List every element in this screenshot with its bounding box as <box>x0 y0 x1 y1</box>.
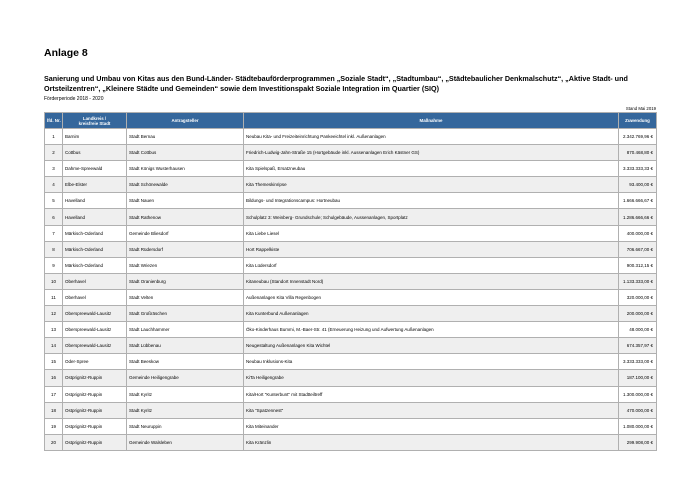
cell-massnahme: Kita Kränzlin <box>244 434 619 450</box>
cell-landkreis: Havelland <box>63 209 127 225</box>
cell-antragsteller: Stadt Velten <box>127 289 244 305</box>
column-header-nr: lfd. Nr. <box>45 113 63 129</box>
cell-zuwendung: 299.908,00 € <box>619 434 657 450</box>
table-row <box>45 225 657 241</box>
cell-antragsteller: Stadt Königs Wusterhausen <box>127 161 244 177</box>
table-row <box>45 338 657 354</box>
cell-landkreis: Märkisch-Oderland <box>63 257 127 273</box>
column-header-antragsteller: Antragsteller <box>127 113 244 129</box>
cell-antragsteller: Gemeinde Bliesdorf <box>127 225 244 241</box>
cell-landkreis: Ostprignitz-Ruppin <box>63 370 127 386</box>
cell-massnahme: KiTa Heiligengrabe <box>244 370 619 386</box>
cell-landkreis: Ostprignitz-Ruppin <box>63 386 127 402</box>
cell-antragsteller: Stadt Wriezen <box>127 257 244 273</box>
cell-landkreis: Cottbus <box>63 145 127 161</box>
cell-antragsteller: Stadt Lauchhammer <box>127 322 244 338</box>
cell-antragsteller: Stadt Bernau <box>127 129 244 145</box>
cell-massnahme: Kita Lüdersdorf <box>244 257 619 273</box>
column-header-landkreis-line2: kreisfreie Stadt <box>78 120 111 126</box>
cell-massnahme: Öko-Kinderhaus Bummi, M.-Baer-Str. 41 (Erneuerung Heizung und Aufwertung Außenanlagen <box>244 322 619 338</box>
cell-nr: 20 <box>45 434 63 450</box>
cell-massnahme: Außenanlagen Kita Villa Regenbogen <box>244 289 619 305</box>
cell-zuwendung: 187.100,00 € <box>619 370 657 386</box>
cell-nr: 17 <box>45 386 63 402</box>
cell-antragsteller: Stadt Nauen <box>127 193 244 209</box>
cell-zuwendung: 48.000,00 € <box>619 322 657 338</box>
cell-massnahme: Kita "Spatzennest" <box>244 402 619 418</box>
cell-massnahme: Neubau Inklusions-Kita <box>244 354 619 370</box>
cell-massnahme: Kita Liebe Liesel <box>244 225 619 241</box>
table-row <box>45 273 657 289</box>
status-date: Stand Mai 2019 <box>625 106 656 111</box>
table-row <box>45 434 657 450</box>
cell-landkreis: Oberspreewald-Lausitz <box>63 306 127 322</box>
cell-zuwendung: 1.666.666,67 € <box>619 193 657 209</box>
table-row <box>45 145 657 161</box>
cell-zuwendung: 1.300.000,00 € <box>619 386 657 402</box>
table-row <box>45 241 657 257</box>
cell-nr: 6 <box>45 209 63 225</box>
cell-nr: 5 <box>45 193 63 209</box>
cell-nr: 18 <box>45 402 63 418</box>
cell-nr: 11 <box>45 289 63 305</box>
cell-landkreis: Oberhavel <box>63 273 127 289</box>
cell-massnahme: Friedrich-Ludwig-Jahn-Straße 15 (Hortgebäude inkl. Aussenanlagen Erich Kästner GS) <box>244 145 619 161</box>
cell-antragsteller: Stadt Oranienburg <box>127 273 244 289</box>
table-row <box>45 193 657 209</box>
cell-zuwendung: 1.286.666,66 € <box>619 209 657 225</box>
cell-antragsteller: Stadt Rüdersdorf <box>127 241 244 257</box>
cell-nr: 16 <box>45 370 63 386</box>
cell-landkreis: Barnim <box>63 129 127 145</box>
cell-nr: 8 <box>45 241 63 257</box>
funding-period: Förderperiode 2018 - 2020 <box>44 96 104 102</box>
cell-zuwendung: 1.133.333,00 € <box>619 273 657 289</box>
cell-zuwendung: 870.468,80 € <box>619 145 657 161</box>
cell-antragsteller: Gemeinde Walsleben <box>127 434 244 450</box>
cell-landkreis: Oder-Spree <box>63 354 127 370</box>
cell-landkreis: Oberspreewald-Lausitz <box>63 338 127 354</box>
cell-massnahme: Kita Miteinander <box>244 418 619 434</box>
cell-massnahme: Kita Themeskinripse <box>244 177 619 193</box>
cell-nr: 7 <box>45 225 63 241</box>
page-heading: Anlage 8 <box>44 47 88 59</box>
cell-nr: 19 <box>45 418 63 434</box>
cell-zuwendung: 674.357,97 € <box>619 338 657 354</box>
cell-antragsteller: Stadt Schönewalde <box>127 177 244 193</box>
cell-zuwendung: 400.000,00 € <box>619 225 657 241</box>
cell-massnahme: Kita/Hort "Kunterbunt" mit Stadtteiltreff <box>244 386 619 402</box>
cell-antragsteller: Stadt Kyritz <box>127 386 244 402</box>
cell-zuwendung: 3.333.333,00 € <box>619 354 657 370</box>
cell-antragsteller: Gemeinde Heiligengrabe <box>127 370 244 386</box>
cell-landkreis: Oberspreewald-Lausitz <box>63 322 127 338</box>
table-row <box>45 129 657 145</box>
cell-nr: 10 <box>45 273 63 289</box>
table-row <box>45 177 657 193</box>
cell-zuwendung: 900.312,15 € <box>619 257 657 273</box>
cell-nr: 9 <box>45 257 63 273</box>
column-header-landkreis-line1: Landkreis / <box>82 115 107 121</box>
cell-landkreis: Ostprignitz-Ruppin <box>63 418 127 434</box>
table-row <box>45 209 657 225</box>
cell-massnahme: Neubau Kita- und Freizeiteinrichtung Pankeeichtel inkl. Außenanlagen <box>244 129 619 145</box>
cell-antragsteller: Stadt Beeskow <box>127 354 244 370</box>
cell-nr: 2 <box>45 145 63 161</box>
cell-massnahme: Hort Rappelkiste <box>244 241 619 257</box>
cell-landkreis: Dahme-Spreewald <box>63 161 127 177</box>
cell-nr: 4 <box>45 177 63 193</box>
table-row <box>45 370 657 386</box>
cell-landkreis: Märkisch-Oderland <box>63 225 127 241</box>
table-row <box>45 306 657 322</box>
cell-landkreis: Oberhavel <box>63 289 127 305</box>
cell-massnahme: Bildungs- und Integrationscampus: Hortneubau <box>244 193 619 209</box>
cell-antragsteller: Stadt Kyritz <box>127 402 244 418</box>
cell-zuwendung: 706.667,00 € <box>619 241 657 257</box>
document-title: Sanierung und Umbau von Kitas aus den Bund-Länder- Städtebauförderprogrammen „Soziale Stadt“, „Stadtumbau“, „Städtebaulicher Denkmalschutz“, „Aktive Stadt- und Ortsteilzentren“, „Kleinere Städte und Gemeinden“ sowie dem Investitionspakt Soziale Integration im Quartier (SIQ) <box>44 74 628 93</box>
table-row <box>45 354 657 370</box>
cell-nr: 1 <box>45 129 63 145</box>
table-row <box>45 418 657 434</box>
table-header-row <box>45 113 657 129</box>
table-row <box>45 257 657 273</box>
cell-massnahme: Neugestaltung Außenanlagen Kita Wichtel <box>244 338 619 354</box>
cell-zuwendung: 1.080.000,00 € <box>619 418 657 434</box>
table-row <box>45 161 657 177</box>
cell-massnahme: Schulplatz 3: Weinberg- Grundschule; Schulgebäude, Aussenanlagen, Sportplatz <box>244 209 619 225</box>
cell-nr: 14 <box>45 338 63 354</box>
cell-landkreis: Havelland <box>63 193 127 209</box>
cell-antragsteller: Stadt Großräschen <box>127 306 244 322</box>
column-header-zuwendung: Zuwendung <box>619 113 657 129</box>
cell-nr: 12 <box>45 306 63 322</box>
funding-table <box>44 112 657 451</box>
column-header-landkreis <box>63 113 127 129</box>
cell-antragsteller: Stadt Cottbus <box>127 145 244 161</box>
table-row <box>45 322 657 338</box>
cell-zuwendung: 200.000,00 € <box>619 306 657 322</box>
cell-landkreis: Märkisch-Oderland <box>63 241 127 257</box>
cell-zuwendung: 320.000,00 € <box>619 289 657 305</box>
cell-nr: 3 <box>45 161 63 177</box>
cell-massnahme: Kita Spielspaß, Ersatzneubau <box>244 161 619 177</box>
cell-landkreis: Ostprignitz-Ruppin <box>63 434 127 450</box>
cell-nr: 13 <box>45 322 63 338</box>
cell-zuwendung: 93.400,00 € <box>619 177 657 193</box>
cell-zuwendung: 3.333.333,33 € <box>619 161 657 177</box>
cell-massnahme: Kitaneubau (Standort Innenstadt Nord) <box>244 273 619 289</box>
table-row <box>45 289 657 305</box>
cell-antragsteller: Stadt Lübbenau <box>127 338 244 354</box>
table-row <box>45 402 657 418</box>
cell-landkreis: Elbe-Elster <box>63 177 127 193</box>
cell-landkreis: Ostprignitz-Ruppin <box>63 402 127 418</box>
cell-antragsteller: Stadt Neuruppin <box>127 418 244 434</box>
table-row <box>45 386 657 402</box>
cell-antragsteller: Stadt Rathenow <box>127 209 244 225</box>
cell-massnahme: Kita Kunterbund Außenanlagen <box>244 306 619 322</box>
column-header-massnahme: Maßnahme <box>244 113 619 129</box>
cell-zuwendung: 470.000,00 € <box>619 402 657 418</box>
cell-zuwendung: 2.342.769,96 € <box>619 129 657 145</box>
cell-nr: 15 <box>45 354 63 370</box>
